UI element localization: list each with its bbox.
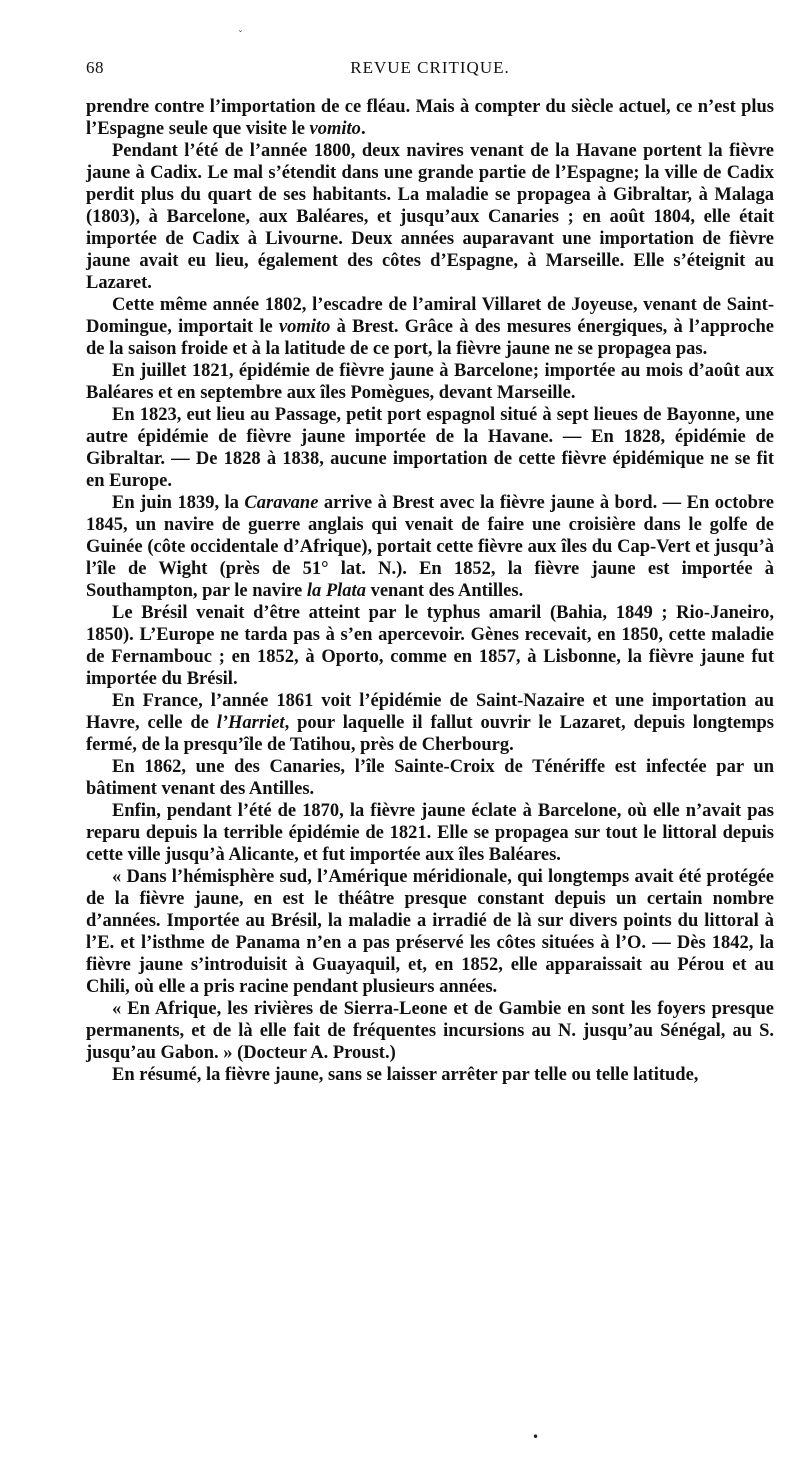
paragraph: « En Afrique, les rivières de Sierra-Leone et de Gambie en sont les foyers presque permanents, et de là elle fait de fréquentes incursions au N. jusqu’au Sénégal, au S. jusqu’au Gabon. » (Docteur A. Proust.) [86, 999, 774, 1063]
page-number: 68 [86, 58, 104, 77]
paragraph: Pendant l’été de l’année 1800, deux navires venant de la Havane portent la fièvre jaune à Cadix. Le mal s’étendit dans une grande partie de l’Espagne; la ville de Cadix perdit plus du quart de ses habitants. La maladie se propagea à Gibraltar, à Malaga (1803), à Barcelone, aux Baléares, et jusqu’aux Canaries ; en août 1804, elle était importée de Cadix à Livourne. Deux années auparavant une importation de fièvre jaune avait eu lieu, également des côtes d’Espagne, à Marseille. Elle s’éteignit au Lazaret. [86, 141, 774, 293]
paragraph: « Dans l’hémisphère sud, l’Amérique méridionale, qui longtemps avait été protégée de la fièvre jaune, en est le théâtre presque constant depuis un certain nombre d’années. Importée au Brésil, la maladie a irradié de là sur divers points du littoral à l’E. et l’isthme de Panama n’en a pas préservé les côtes situées à l’O. — Dès 1842, la fièvre jaune s’introduisit à Guayaquil, et, en 1852, elle apparaissait au Pérou et au Chili, où elle a pris racine pendant plusieurs années. [86, 867, 774, 997]
paragraph: En 1823, eut lieu au Passage, petit port espagnol situé à sept lieues de Bayonne, une autre épidémie de fièvre jaune importée de la Havane. — En 1828, épidémie de Gibraltar. — De 1828 à 1838, aucune importation de cette fièvre épidémique ne se fit en Europe. [86, 405, 774, 491]
paragraph: En 1862, une des Canaries, l’île Sainte-Croix de Ténériffe est infectée par un bâtiment venant des Antilles. [86, 757, 774, 799]
paragraph: prendre contre l’importation de ce fléau. Mais à compter du siècle actuel, ce n’est plus l’Espagne seule que visite le vomito. [86, 97, 774, 139]
paragraph: Enfin, pendant l’été de 1870, la fièvre jaune éclate à Barcelone, où elle n’avait pas reparu depuis la terrible épidémie de 1821. Elle se propagea sur tout le littoral depuis cette ville jusqu’à Alicante, et fut importée aux îles Baléares. [86, 801, 774, 865]
paragraph: En juin 1839, la Caravane arrive à Brest avec la fièvre jaune à bord. — En octobre 1845, un navire de guerre anglais qui venait de faire une croisière dans le golfe de Guinée (côte occidentale d’Afrique), portait cette fièvre aux îles du Cap-Vert et jusqu’à l’île de Wight (près de 51° lat. N.). En 1852, la fièvre jaune est importée à Southampton, par le navire la Plata venant des Antilles. [86, 493, 774, 601]
paragraph: Le Brésil venait d’être atteint par le typhus amaril (Bahia, 1849 ; Rio-Janeiro, 1850). L’Europe ne tarda pas à s’en apercevoir. Gènes recevait, en 1850, cette maladie de Fernambouc ; en 1852, à Oporto, comme en 1857, à Lisbonne, la fièvre jaune fut importée du Brésil. [86, 603, 774, 689]
paragraph: En résumé, la fièvre jaune, sans se laisser arrêter par telle ou telle latitude, [112, 1065, 699, 1085]
bottom-speck: • [532, 1430, 540, 1444]
paragraph: Cette même année 1802, l’escadre de l’amiral Villaret de Joyeuse, venant de Saint-Domingue, importait le vomito à Brest. Grâce à des mesures énergiques, à l’approche de la saison froide et à la latitude de ce port, la fièvre jaune ne se propagea pas. [86, 295, 774, 359]
paragraph: En France, l’année 1861 voit l’épidémie de Saint-Nazaire et une importation au Havre, celle de l’Harriet, pour laquelle il fallut ouvrir le Lazaret, depuis longtemps fermé, de la presqu’île de Tatihou, près de Cherbourg. [86, 691, 774, 755]
page-header [86, 58, 774, 86]
top-speck: ˇ [238, 30, 243, 41]
running-title: REVUE CRITIQUE. [350, 58, 510, 77]
paragraph: En juillet 1821, épidémie de fièvre jaune à Barcelone; importée au mois d’août aux Baléares et en septembre aux îles Pomègues, devant Marseille. [86, 361, 774, 403]
body-text [86, 96, 774, 1086]
